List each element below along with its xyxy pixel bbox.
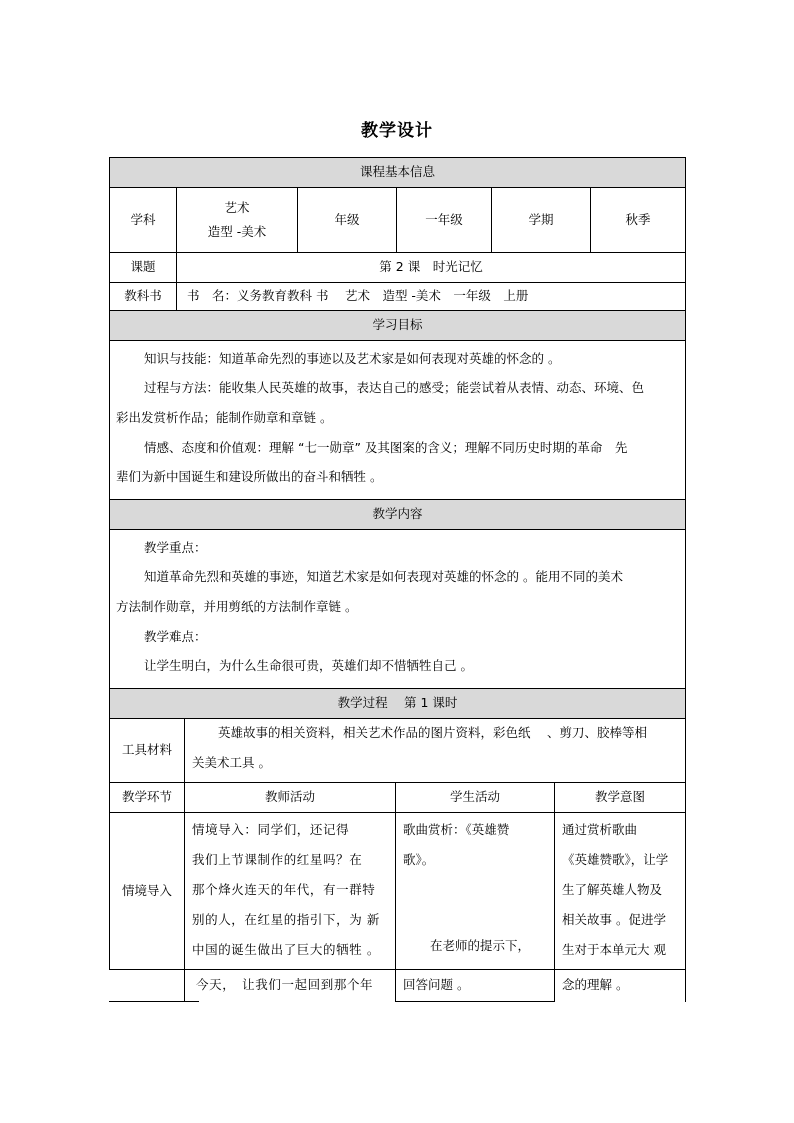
basic-info-header: 课程基本信息	[109, 157, 686, 188]
subject-value-line-1: 艺术	[224, 200, 250, 215]
topic-value: 第 2 课 时光记忆	[176, 252, 686, 283]
objective-line: 彩出发赏析作品；能制作勋章和章链 。	[116, 410, 333, 425]
student-activity-text-2: 在老师的提示下，	[430, 938, 531, 953]
textbook-value: 书 名：义务教育教科 书 艺术 造型 -美术 一年级 上册	[176, 282, 686, 311]
objective-line: 知识与技能：知道革命先烈的事迹以及艺术家是如何表现对英雄的怀念的 。	[144, 351, 561, 366]
objectives-header: 学习目标	[109, 310, 686, 341]
content-line: 方法制作勋章，并用剪纸的方法制作章链 。	[116, 599, 358, 614]
materials-text-line-2: 关美术工具 。	[192, 755, 271, 770]
objective-line: 情感、态度和价值观：理解 “七一勋章” 及其图案的含义；理解不同历史时期的革命 先	[144, 440, 628, 455]
materials-text-line-1: 英雄故事的相关资料，相关艺术作品的图片资料，彩色纸 、剪刀、胶棒等相	[218, 725, 647, 740]
teacher-activity-cont: 今天， 让我们一起回到那个年	[196, 977, 374, 992]
col-intent: 教学意图	[554, 782, 686, 813]
term-value: 秋季	[590, 187, 686, 253]
subject-value-line-2: 造型 -美术	[207, 224, 267, 239]
page-title: 教学设计	[361, 121, 433, 141]
content-header: 教学内容	[109, 499, 686, 530]
topic-label: 课题	[109, 252, 177, 283]
content-line: 让学生明白，为什么生命很可贵，英雄们却不惜牺牲自己 。	[144, 658, 473, 673]
subject-label: 学科	[109, 187, 177, 253]
col-student: 学生活动	[395, 782, 555, 813]
bottom-rule-mid	[395, 1001, 555, 1002]
textbook-label: 教科书	[109, 282, 177, 311]
bottom-rule-left	[109, 1001, 199, 1002]
term-label: 学期	[491, 187, 591, 253]
content-line: 知道革命先烈和英雄的事迹，知道艺术家是如何表现对英雄的怀念的 。能用不同的美术	[144, 569, 623, 584]
process-header: 教学过程 第 1 课时	[109, 688, 686, 719]
materials-label: 工具材料	[109, 718, 185, 783]
student-activity-cont: 回答问题 。	[403, 977, 470, 992]
content-line: 教学重点：	[144, 540, 207, 555]
grade-value: 一年级	[396, 187, 492, 253]
stage-intro: 情境导入	[109, 812, 185, 970]
content-line: 教学难点：	[144, 629, 207, 644]
intent-cont: 念的理解 。	[562, 977, 629, 992]
intent-text: 通过赏析歌曲 《英雄赞歌》，让学 生了解英雄人物及 相关故事 。促进学 生对于本单元大 观	[562, 822, 669, 957]
objective-line: 辈们为新中国诞生和建设所做出的奋斗和牺牲 。	[116, 469, 383, 484]
objective-line: 过程与方法：能收集人民英雄的故事，表达自己的感受；能尝试着从表情、动态、环境、色	[144, 380, 645, 395]
teacher-activity-text: 情境导入：同学们，还记得 我们上节课制作的红星吗？在 那个烽火连天的年代，有一群特 别的人，在红星的指引下，为 新 中国的诞生做出了巨大的牺牲 。	[192, 822, 380, 957]
subject-value	[176, 187, 298, 253]
grade-label: 年级	[297, 187, 397, 253]
col-stage: 教学环节	[109, 782, 185, 813]
student-activity-text: 歌曲赏析：《英雄赞 歌》。	[403, 822, 510, 867]
col-teacher: 教师活动	[184, 782, 396, 813]
